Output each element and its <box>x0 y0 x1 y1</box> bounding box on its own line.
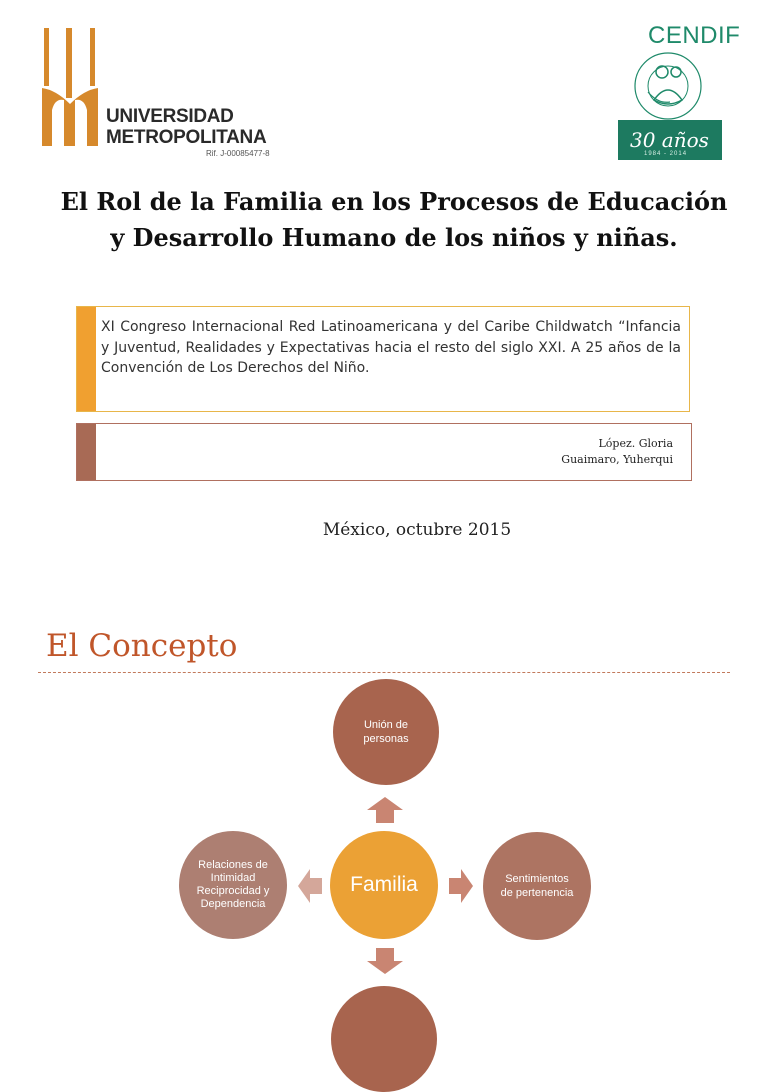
university-emblem-icon <box>40 28 100 150</box>
university-name-line2: METROPOLITANA <box>106 127 267 148</box>
arrow-down-icon <box>367 948 403 974</box>
node-union-personas-label: Unión de personas <box>363 719 409 745</box>
authors-box <box>76 423 692 481</box>
cendif-logo <box>612 22 741 162</box>
university-ref: Rif. J-00085477-8 <box>206 149 270 158</box>
arrow-left-icon <box>298 869 322 903</box>
authors-accent-bar <box>77 424 96 480</box>
node-union-personas <box>333 679 439 785</box>
cendif-emblem-icon <box>618 42 722 122</box>
arrow-right-icon <box>449 869 473 903</box>
arrow-up-icon <box>367 797 403 823</box>
node-relaciones-label: Relaciones de Intimidad Reciprocidad y Dependencia <box>196 859 270 910</box>
node-familia <box>330 831 438 939</box>
concept-title: El Concepto <box>46 628 238 664</box>
place-date: México, octubre 2015 <box>322 520 512 540</box>
node-bottom <box>331 986 437 1092</box>
authors-list <box>561 436 673 468</box>
node-sentimientos-label: Sentimientos de pertenencia <box>500 873 574 899</box>
author-2: Guaimaro, Yuherqui <box>561 453 673 466</box>
node-familia-label: Familia <box>350 873 418 896</box>
node-relaciones <box>179 831 287 939</box>
subtitle-text: XI Congreso Internacional Red Latinoamericana y del Caribe Childwatch “Infancia y Juventud, Realidades y Expectativas hacia el resto del siglo XXI. A 25 años de la Convención de Los Derechos del Niño. <box>101 319 681 376</box>
presentation-title: El Rol de la Familia en los Procesos de Educación y Desarrollo Humano de los niños y niñas. <box>60 187 728 252</box>
subtitle-box <box>76 306 690 412</box>
university-logo <box>40 28 290 158</box>
node-sentimientos <box>483 832 591 940</box>
university-name-line1: UNIVERSIDAD <box>106 106 234 127</box>
subtitle-accent-bar <box>77 307 96 411</box>
cendif-range: 1984 - 2014 <box>644 151 688 157</box>
cendif-name: CENDIF <box>648 22 741 49</box>
title-divider <box>38 672 730 673</box>
cendif-years: 30 años <box>630 128 709 152</box>
author-1: López. Gloria <box>598 437 673 450</box>
